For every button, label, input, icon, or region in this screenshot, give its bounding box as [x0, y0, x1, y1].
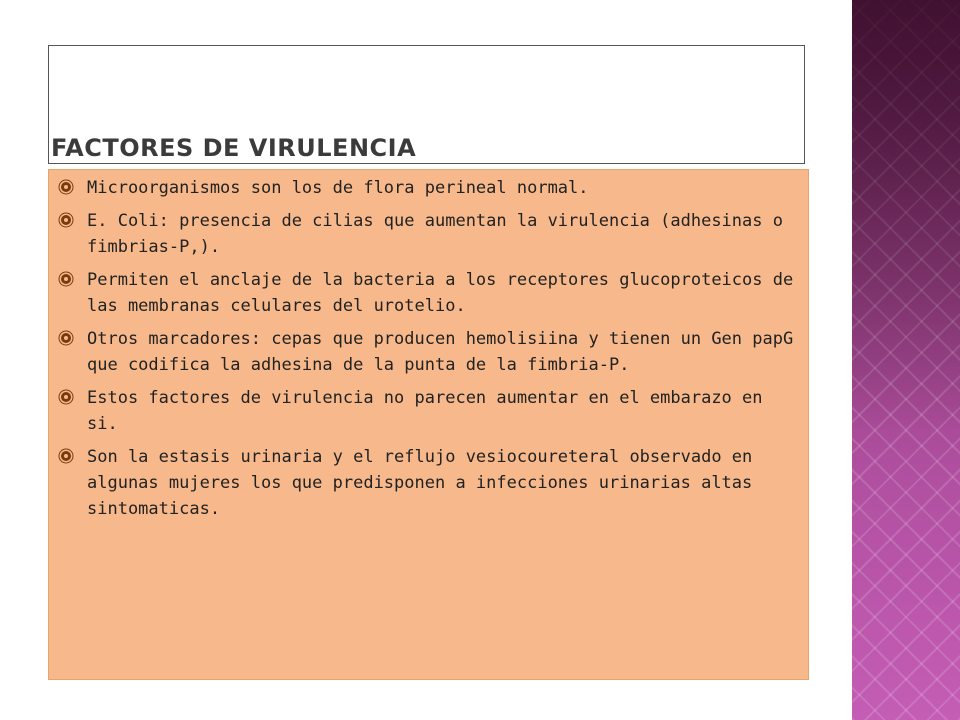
slide-title: FACTORES DE VIRULENCIA — [51, 134, 417, 162]
bullet-icon — [61, 215, 71, 225]
bullet-item — [87, 326, 798, 378]
bullet-text: Otros marcadores: cepas que producen hemolisiina y tienen un Gen papG que codifica la adhesina de la punta de la fimbria-P. — [87, 329, 794, 375]
bullet-item — [87, 208, 798, 260]
bullet-text: Son la estasis urinaria y el reflujo vesiocoureteral observado en algunas mujeres los que predisponen a infecciones urinarias altas sintomaticas. — [87, 447, 753, 519]
bullet-text: E. Coli: presencia de cilias que aumentan la virulencia (adhesinas o fimbrias-P,). — [87, 211, 783, 257]
bullet-icon — [61, 274, 71, 284]
content-box — [48, 169, 809, 680]
bullet-item — [87, 175, 798, 201]
bullet-text: Microorganismos son los de flora perineal normal. — [87, 178, 589, 198]
bullet-list — [49, 170, 808, 522]
bullet-item — [87, 385, 798, 437]
bullet-item — [87, 444, 798, 522]
bullet-icon — [61, 392, 71, 402]
bullet-icon — [61, 451, 71, 461]
bullet-item — [87, 267, 798, 319]
bullet-text: Permiten el anclaje de la bacteria a los receptores glucoproteicos de las membranas celulares del urotelio. — [87, 270, 794, 316]
decorative-side-band — [852, 0, 960, 720]
title-box — [48, 45, 805, 164]
bullet-text: Estos factores de virulencia no parecen aumentar en el embarazo en si. — [87, 388, 763, 434]
bullet-icon — [61, 333, 71, 343]
bullet-icon — [61, 182, 71, 192]
